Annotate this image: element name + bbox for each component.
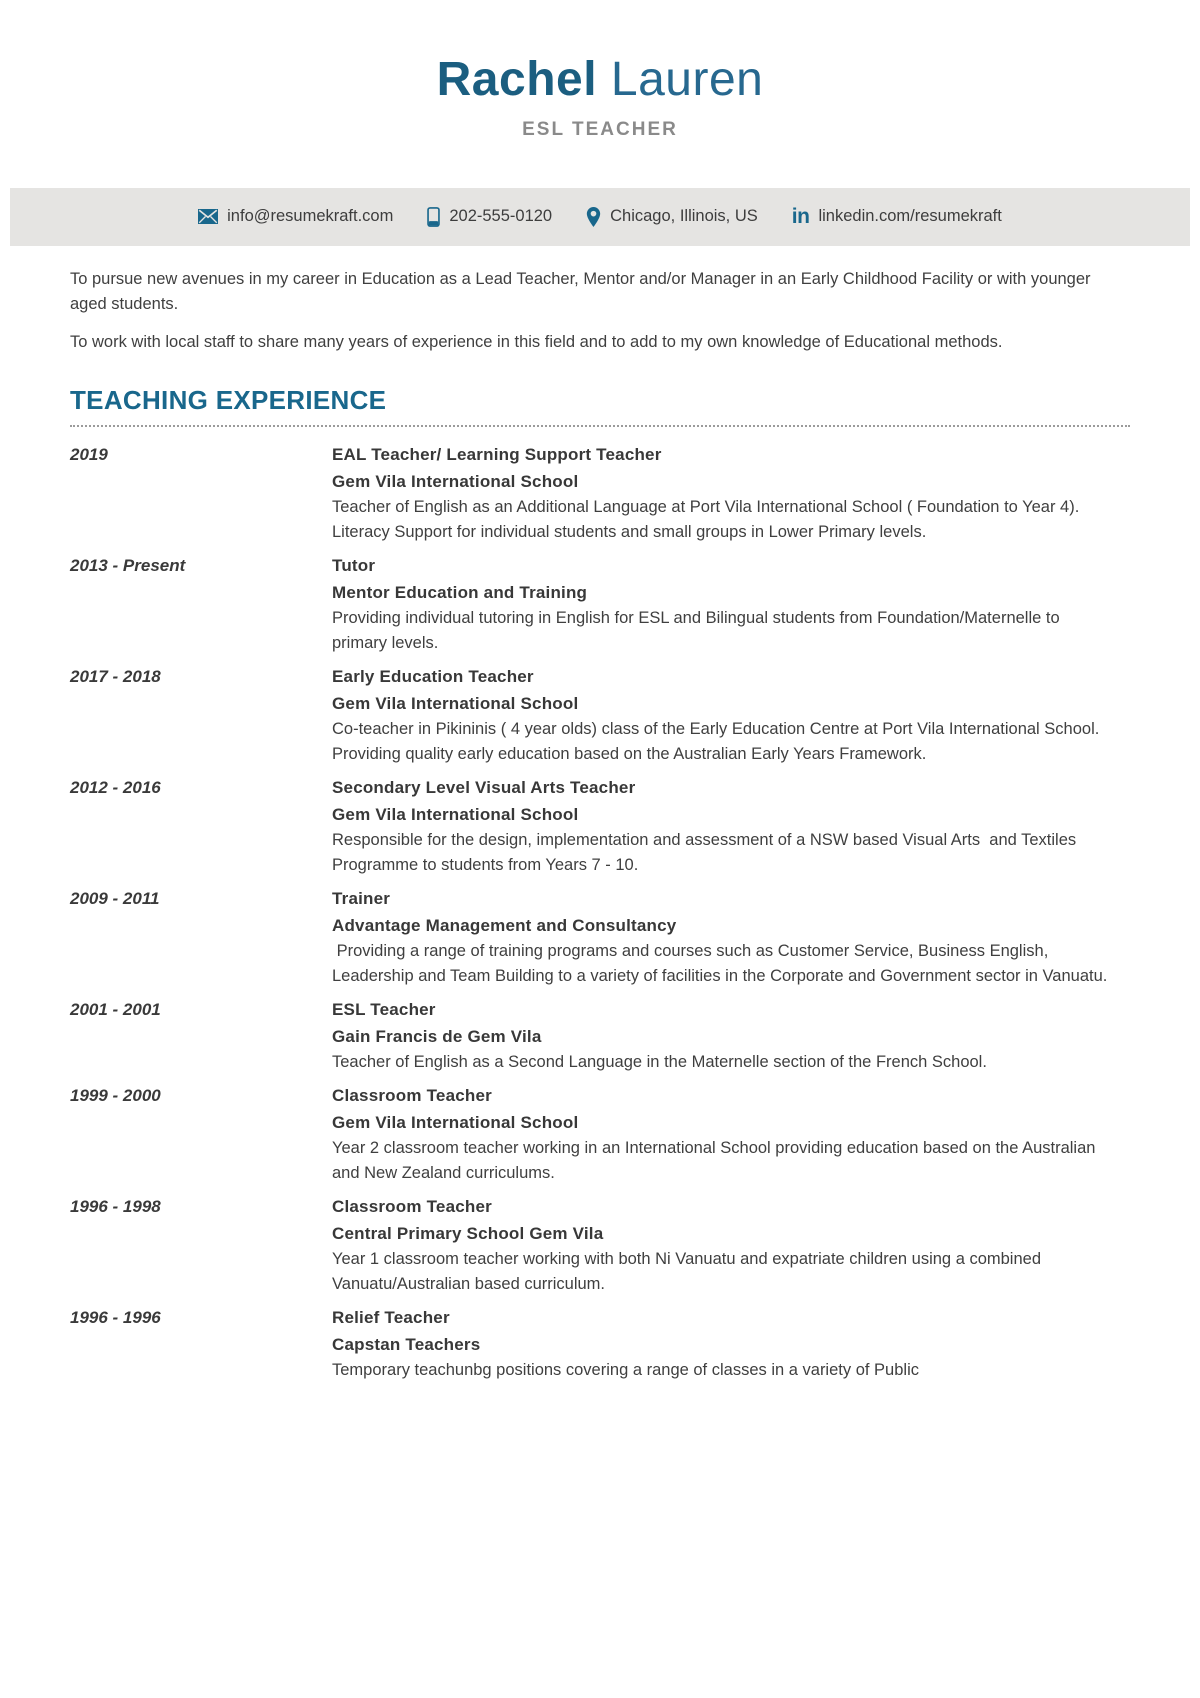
experience-entry (70, 1304, 1130, 1383)
entry-main (332, 1082, 1110, 1186)
entry-organization: Advantage Management and Consultancy (332, 915, 677, 935)
experience-entry (70, 996, 1130, 1075)
page-title (0, 54, 1200, 107)
entry-title: Classroom Teacher (332, 1085, 492, 1105)
entry-organization: Capstan Teachers (332, 1334, 481, 1354)
mail-icon (198, 209, 218, 224)
entry-description: Year 1 classroom teacher working with both Ni Vanuatu and expatriate children using a combined Vanuatu/Australian based curriculum. (332, 1249, 1046, 1293)
experience-entry (70, 552, 1130, 656)
entry-description: Co-teacher in Pikininis ( 4 year olds) class of the Early Education Centre at Port Vila International School. Providing quality early education based on the Australian Early Years Framework. (332, 719, 1104, 763)
linkedin-icon: in (791, 205, 810, 229)
experience-entry (70, 663, 1130, 767)
entry-description: Teacher of English as an Additional Language at Port Vila International School ( Foundation to Year 4). Literacy Support for individual students and small groups in Lower Primary levels. (332, 497, 1084, 541)
entry-date: 2009 - 2011 (70, 888, 160, 908)
job-title-subtitle: ESL TEACHER (522, 118, 678, 140)
phone-icon (427, 207, 440, 227)
contact-email-text: info@resumekraft.com (227, 207, 394, 226)
entry-title: EAL Teacher/ Learning Support Teacher (332, 444, 662, 464)
entry-description: Year 2 classroom teacher working in an International School providing education based on the Australian and New Zealand curriculums. (332, 1138, 1101, 1182)
entry-description: Providing a range of training programs and courses such as Customer Service, Business English, Leadership and Team Building to a variety of facilities in the Corporate and Government sector in Vanuatu. (332, 941, 1108, 985)
entry-date: 2017 - 2018 (70, 666, 161, 686)
entry-main (332, 885, 1110, 989)
entry-main (332, 1304, 919, 1383)
entry-main (332, 774, 1110, 878)
entry-description: Providing individual tutoring in English for ESL and Bilingual students from Foundation/Maternelle to primary levels. (332, 608, 1065, 652)
contact-location-text: Chicago, Illinois, US (610, 207, 758, 226)
entry-date: 2019 (70, 444, 108, 464)
resume-header (0, 0, 1200, 141)
entry-title: ESL Teacher (332, 999, 436, 1019)
objective-paragraph: To pursue new avenues in my career in Education as a Lead Teacher, Mentor and/or Manager in an Early Childhood Facility or with younger aged students. (70, 269, 1091, 313)
entry-date: 2001 - 2001 (70, 999, 161, 1019)
entry-organization: Central Primary School Gem Vila (332, 1223, 604, 1243)
entry-date: 2012 - 2016 (70, 777, 161, 797)
contact-phone[interactable] (427, 207, 552, 227)
entry-organization: Mentor Education and Training (332, 582, 588, 602)
contact-linkedin[interactable] (792, 206, 1002, 227)
contact-phone-text: 202-555-0120 (449, 207, 553, 226)
contact-email[interactable] (198, 207, 393, 226)
entry-main (332, 1193, 1110, 1297)
experience-list (70, 441, 1130, 1383)
contact-linkedin-text: linkedin.com/resumekraft (818, 207, 1002, 226)
entry-organization: Gem Vila International School (332, 471, 579, 491)
entry-main (332, 996, 987, 1075)
contact-location[interactable] (586, 207, 758, 227)
entry-date: 1996 - 1996 (70, 1307, 161, 1327)
entry-title: Tutor (332, 555, 376, 575)
entry-title: Classroom Teacher (332, 1196, 492, 1216)
entry-date: 1996 - 1998 (70, 1196, 161, 1216)
entry-main (332, 552, 1110, 656)
experience-entry (70, 1082, 1130, 1186)
entry-title: Relief Teacher (332, 1307, 450, 1327)
experience-entry (70, 441, 1130, 545)
entry-organization: Gem Vila International School (332, 804, 579, 824)
objective-paragraph: To work with local staff to share many years of experience in this field and to add to my own knowledge of Educational methods. (70, 332, 1003, 351)
entry-organization: Gem Vila International School (332, 1112, 579, 1132)
entry-organization: Gem Vila International School (332, 693, 579, 713)
experience-entry (70, 774, 1130, 878)
entry-title: Secondary Level Visual Arts Teacher (332, 777, 636, 797)
experience-entry (70, 1193, 1130, 1297)
entry-description: Responsible for the design, implementation and assessment of a NSW based Visual Arts and Textiles Programme to students from Years 7 - 10. (332, 830, 1081, 874)
objective-section (70, 267, 1130, 355)
section-heading-teaching-experience: TEACHING EXPERIENCE (70, 385, 1130, 427)
resume-body (0, 267, 1200, 1383)
entry-date: 1999 - 2000 (70, 1085, 161, 1105)
contact-bar (10, 188, 1190, 246)
entry-main (332, 663, 1110, 767)
name-last: Lauren (610, 53, 764, 106)
entry-description: Teacher of English as a Second Language in the Maternelle section of the French School. (332, 1052, 987, 1071)
entry-title: Trainer (332, 888, 391, 908)
location-pin-icon (586, 207, 601, 227)
entry-date: 2013 - Present (70, 555, 186, 575)
entry-main (332, 441, 1110, 545)
entry-title: Early Education Teacher (332, 666, 534, 686)
experience-entry (70, 885, 1130, 989)
entry-description: Temporary teachunbg positions covering a range of classes in a variety of Public (332, 1360, 919, 1379)
entry-organization: Gain Francis de Gem Vila (332, 1026, 542, 1046)
name-first: Rachel (436, 53, 598, 106)
